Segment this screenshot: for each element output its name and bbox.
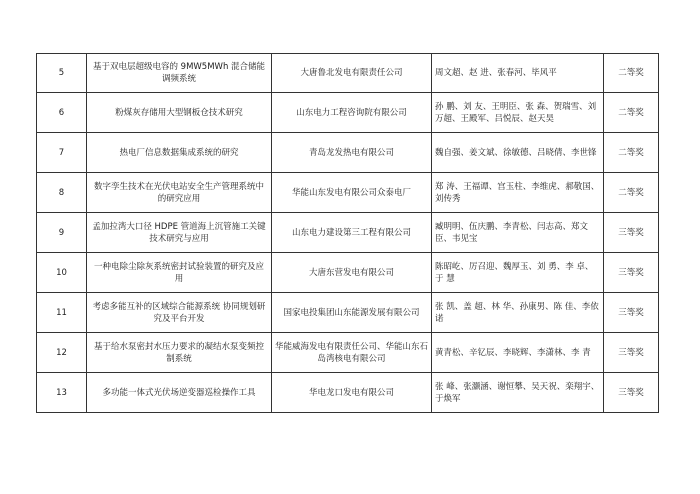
row-number: 11 [37, 293, 87, 333]
row-number: 6 [37, 93, 87, 133]
row-number: 12 [37, 333, 87, 373]
table-row [37, 293, 659, 333]
organization: 华电龙口发电有限公司 [272, 373, 432, 413]
project-title: 热电厂信息数据集成系统的研究 [87, 133, 272, 173]
participants: 臧明明、伍庆鹏、李青松、闫志高、郑文臣、韦见宝 [432, 213, 604, 253]
award-level: 二等奖 [604, 93, 659, 133]
project-title: 基于双电层超级电容的 9MW5MWh 混合储能调频系统 [87, 54, 272, 93]
award-level: 三等奖 [604, 333, 659, 373]
participants: 张 凯、盖 超、林 华、孙康男、陈 佳、李依诺 [432, 293, 604, 333]
row-number: 13 [37, 373, 87, 413]
table-row [37, 333, 659, 373]
project-title: 数字孪生技术在光伏电站安全生产管理系统中的研究应用 [87, 173, 272, 213]
participants: 黄青松、辛钇辰、李晓辉、李潇林、李 青 [432, 333, 604, 373]
award-level: 三等奖 [604, 373, 659, 413]
project-title: 基于给水泵密封水压力要求的凝结水泵变频控制系统 [87, 333, 272, 373]
table-row [37, 213, 659, 253]
table-row [37, 173, 659, 213]
project-title: 一种电除尘除灰系统密封试验装置的研究及应用 [87, 253, 272, 293]
project-title: 考虑多能互补的区域综合能源系统 协同规划研究及平台开发 [87, 293, 272, 333]
organization: 山东电力建设第三工程有限公司 [272, 213, 432, 253]
award-level: 二等奖 [604, 173, 659, 213]
table-row [37, 54, 659, 93]
row-number: 7 [37, 133, 87, 173]
row-number: 5 [37, 54, 87, 93]
award-level: 三等奖 [604, 253, 659, 293]
awards-table [36, 53, 659, 413]
organization: 大唐东营发电有限公司 [272, 253, 432, 293]
project-title: 粉煤灰存储用大型钢板仓技术研究 [87, 93, 272, 133]
award-level: 三等奖 [604, 213, 659, 253]
organization: 青岛龙发热电有限公司 [272, 133, 432, 173]
table-row [37, 93, 659, 133]
participants: 张 峰、张灏涵、谢恒攀、吴天祝、栾翔宇、于焕军 [432, 373, 604, 413]
row-number: 10 [37, 253, 87, 293]
project-title: 孟加拉湾大口径 HDPE 管道海上沉管施工关键技术研究与应用 [87, 213, 272, 253]
organization: 华能山东发电有限公司众泰电厂 [272, 173, 432, 213]
table-row [37, 133, 659, 173]
award-level: 三等奖 [604, 293, 659, 333]
participants: 魏自强、姜文斌、徐敏德、吕晓倩、李世锋 [432, 133, 604, 173]
participants: 周文超、赵 进、张春河、毕风平 [432, 54, 604, 93]
table-body [37, 54, 659, 413]
participants: 孙 鹏、刘 友、王明臣、张 森、贺瑞雪、刘万超、王殿军、吕悦辰、赵天昊 [432, 93, 604, 133]
row-number: 9 [37, 213, 87, 253]
organization: 国家电投集团山东能源发展有限公司 [272, 293, 432, 333]
participants: 陈昭屹、厉召迎、魏厚玉、刘 勇、李 卓、于 慧 [432, 253, 604, 293]
award-level: 二等奖 [604, 54, 659, 93]
participants: 郑 涛、王福谭、宫玉柱、李维虎、郝敬国、刘传秀 [432, 173, 604, 213]
organization: 华能威海发电有限责任公司、华能山东石岛湾核电有限公司 [272, 333, 432, 373]
award-level: 二等奖 [604, 133, 659, 173]
organization: 大唐鲁北发电有限责任公司 [272, 54, 432, 93]
table-row [37, 373, 659, 413]
row-number: 8 [37, 173, 87, 213]
project-title: 多功能一体式光伏场逆变器巡检操作工具 [87, 373, 272, 413]
table-row [37, 253, 659, 293]
organization: 山东电力工程咨询院有限公司 [272, 93, 432, 133]
